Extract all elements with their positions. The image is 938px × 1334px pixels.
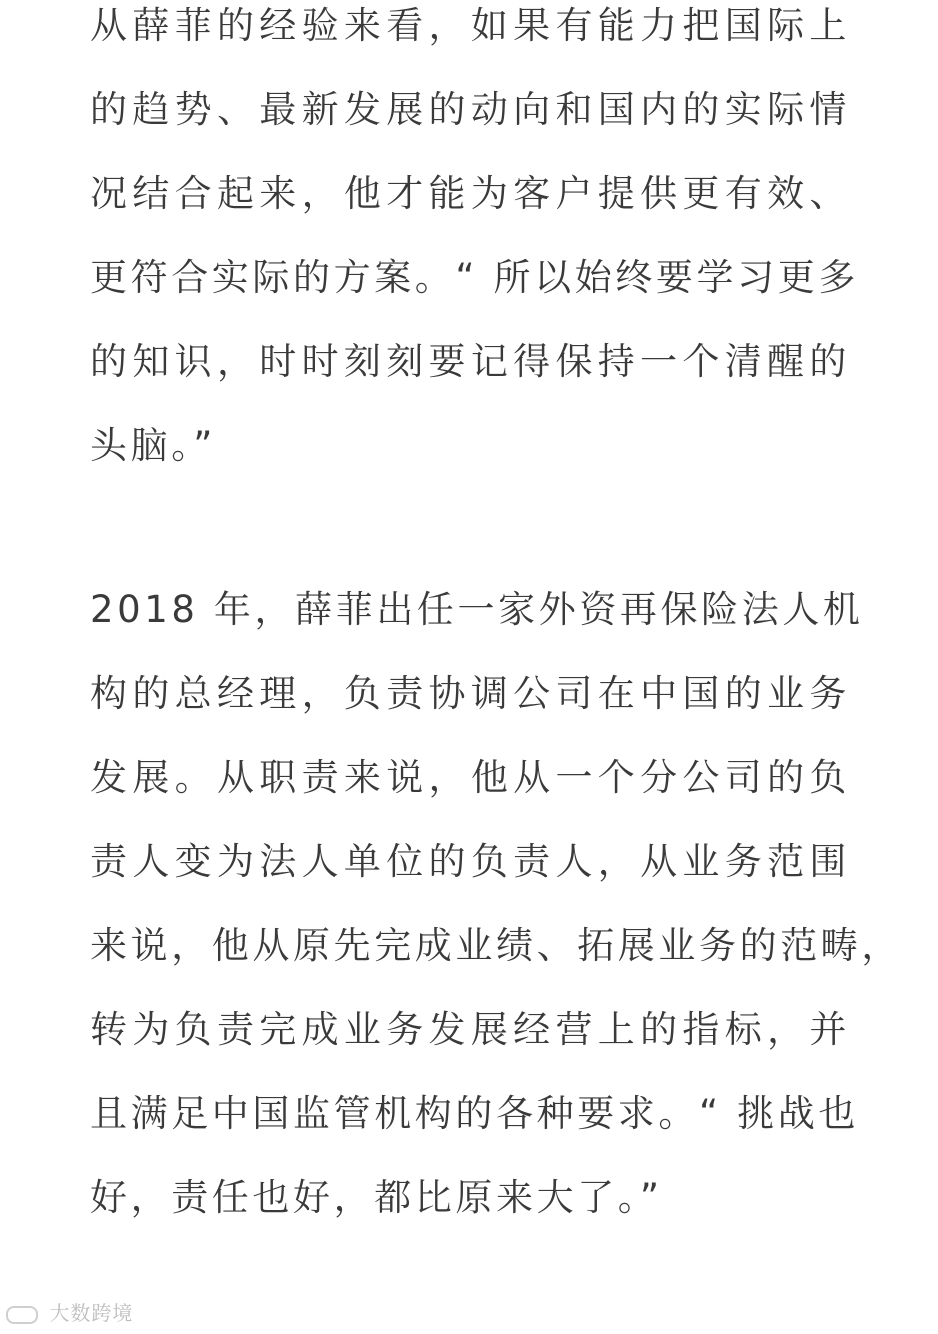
text-line: 且满足中国监管机构的各种要求。“ 挑战也: [90, 1092, 859, 1135]
text-line: 况结合起来，他才能为客户提供更有效、: [90, 172, 850, 215]
watermark-text: 大数跨境: [49, 1301, 134, 1325]
text-line: 的趋势、最新发展的动向和国内的实际情: [90, 88, 850, 131]
paragraph-1: [90, 4, 859, 508]
text-line: 发展。从职责来说，他从一个分公司的负: [90, 756, 850, 799]
text-line: 2018 年，薛菲出任一家外资再保险法人机: [90, 588, 864, 631]
text-line: 责人变为法人单位的负责人，从业务范围: [90, 840, 850, 883]
watermark: [6, 1297, 133, 1326]
logo-icon: [6, 1306, 38, 1324]
text-line: 来说，他从原先完成业绩、拓展业务的范畴，: [90, 924, 902, 967]
text-line: 从薛菲的经验来看，如果有能力把国际上: [90, 4, 850, 47]
article-body: [90, 0, 902, 1260]
text-line: 转为负责完成业务发展经营上的指标，并: [90, 1008, 850, 1051]
paragraph-spacer: [90, 508, 850, 588]
paragraph-2: [90, 588, 902, 1260]
text-line: 更符合实际的方案。“ 所以始终要学习更多: [90, 256, 859, 299]
text-line: 头脑。”: [90, 424, 217, 467]
text-line: 构的总经理，负责协调公司在中国的业务: [90, 672, 850, 715]
text-line: 的知识，时时刻刻要记得保持一个清醒的: [90, 340, 850, 383]
text-line: 好，责任也好，都比原来大了。”: [90, 1176, 663, 1219]
